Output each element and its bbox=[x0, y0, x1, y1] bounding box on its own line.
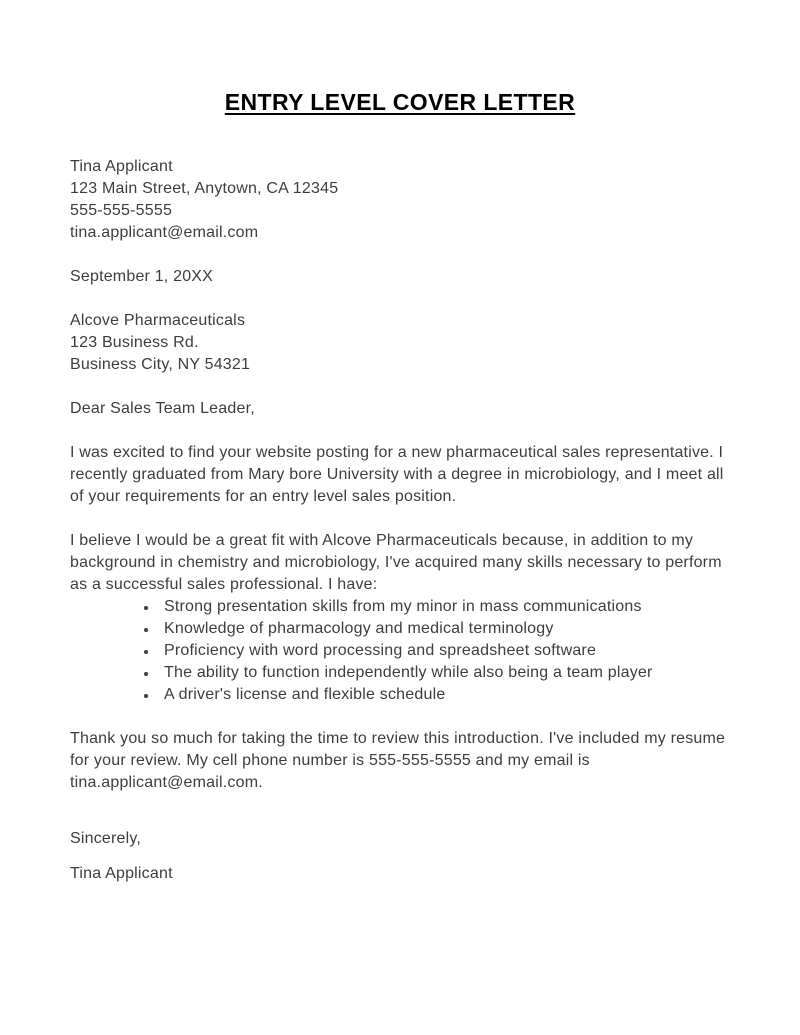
skills-list-item: • A driver's license and flexible schedule bbox=[158, 684, 730, 706]
skills-list bbox=[70, 596, 730, 706]
sender-name: Tina Applicant bbox=[70, 158, 173, 175]
letter-date: September 1, 20XX bbox=[70, 268, 214, 285]
salutation-block bbox=[70, 398, 730, 420]
sender-email: tina.applicant@email.com bbox=[70, 224, 259, 241]
skills-list-item: • The ability to function independently while also being a team player bbox=[158, 662, 730, 684]
paragraph-thanks: Thank you so much for taking the time to review this introduction. I've included my resume for your review. My cell phone number is 555-555-5555 and my email is tina.applicant@email.com. bbox=[70, 730, 726, 791]
salutation: Dear Sales Team Leader, bbox=[70, 400, 255, 417]
paragraph-intro: I was excited to find your website posting for a new pharmaceutical sales representative. I recently graduated from Mary bore University with a degree in microbiology, and I meet all of your requirements for an entry level sales position. bbox=[70, 444, 724, 505]
sender-block bbox=[70, 156, 730, 244]
date-block bbox=[70, 266, 730, 288]
recipient-city: Business City, NY 54321 bbox=[70, 356, 251, 373]
signature-name: Tina Applicant bbox=[70, 865, 173, 882]
skills-list-item: • Proficiency with word processing and spreadsheet software bbox=[158, 640, 730, 662]
recipient-company: Alcove Pharmaceuticals bbox=[70, 312, 246, 329]
recipient-block bbox=[70, 310, 730, 376]
closing-salutation: Sincerely, bbox=[70, 830, 142, 847]
page-title: ENTRY LEVEL COVER LETTER bbox=[224, 89, 576, 115]
recipient-street: 123 Business Rd. bbox=[70, 334, 199, 351]
skills-list-item: • Strong presentation skills from my minor in mass communications bbox=[158, 596, 730, 618]
skills-list-item: • Knowledge of pharmacology and medical terminology bbox=[158, 618, 730, 640]
paragraph-fit: I believe I would be a great fit with Alcove Pharmaceuticals because, in addition to my background in chemistry and microbiology, I've acquired many skills necessary to perform as a successful sales professional. I have: bbox=[70, 532, 722, 593]
sender-address: 123 Main Street, Anytown, CA 12345 bbox=[70, 180, 339, 197]
sender-phone: 555-555-5555 bbox=[70, 202, 173, 219]
